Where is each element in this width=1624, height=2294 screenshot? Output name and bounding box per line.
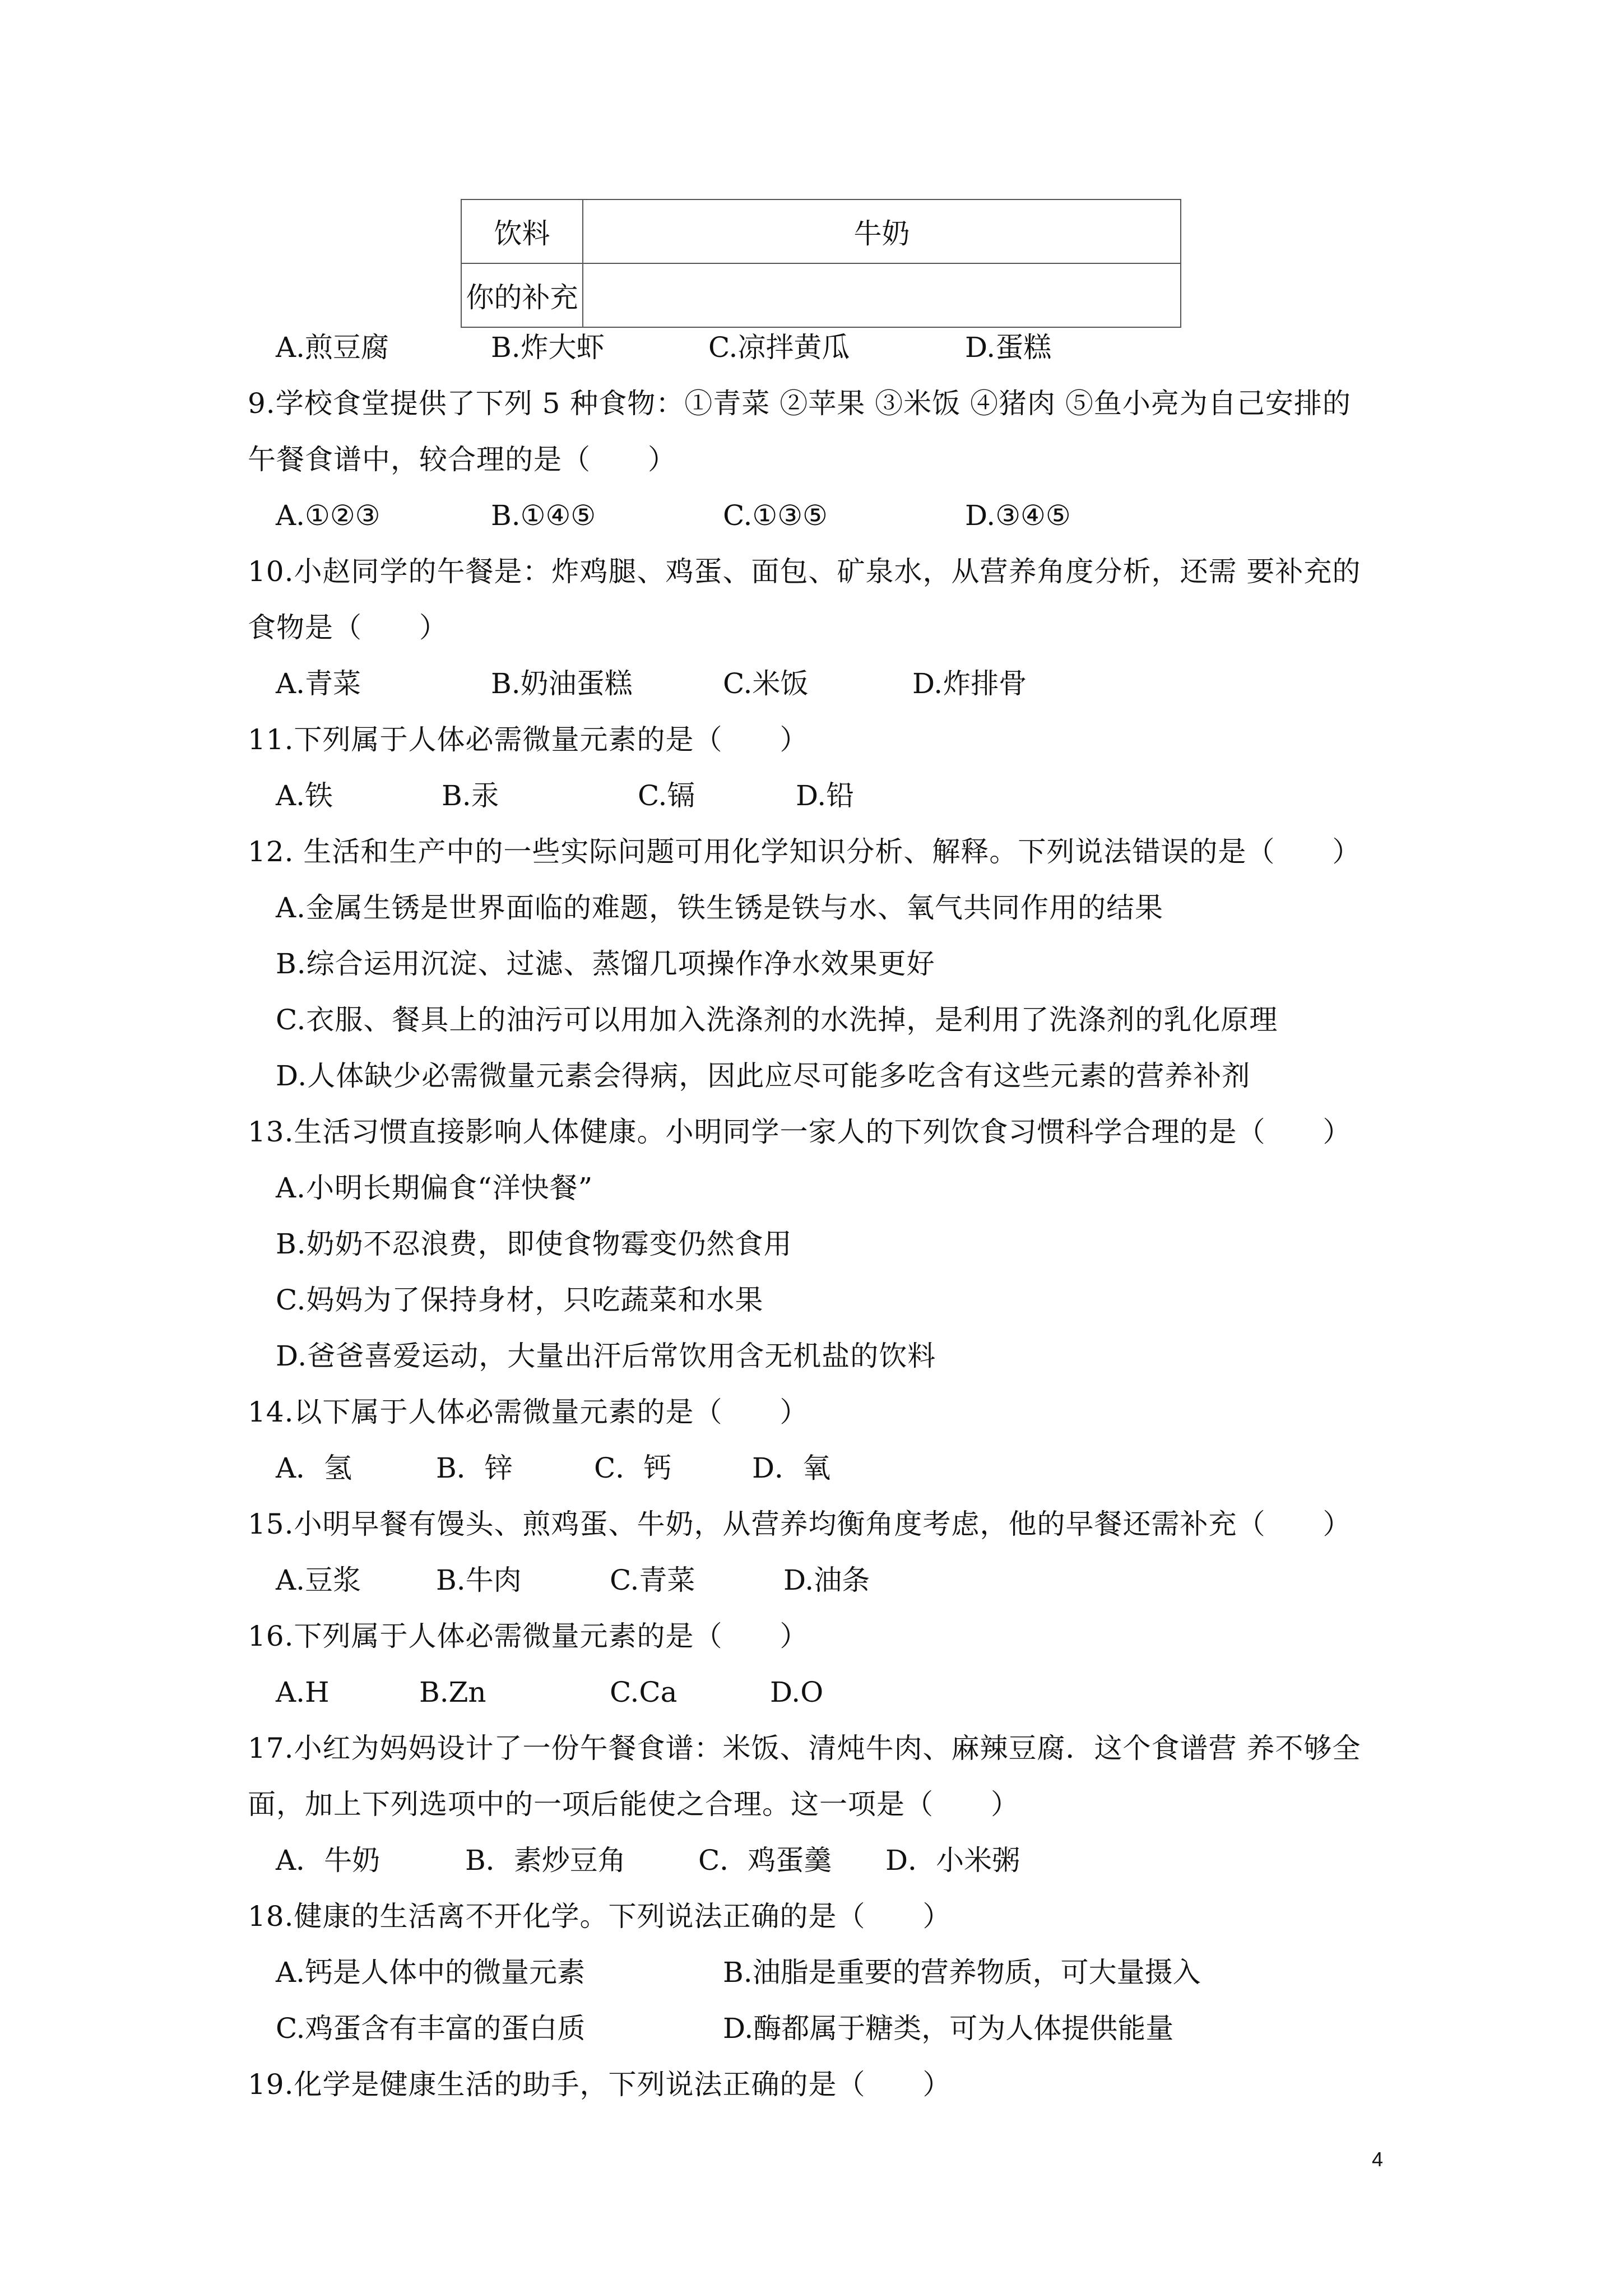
q11-option-a: A.铁 [276,779,333,812]
q8-option-a: A.煎豆腐 [276,331,389,364]
q18-stem: 18.健康的生活离不开化学。下列说法正确的是（ ） [248,1900,952,1933]
q14-stem: 14.以下属于人体必需微量元素的是（ ） [248,1396,809,1428]
q13-option-b: B.奶奶不忍浪费，即使食物霉变仍然食用 [276,1228,792,1260]
q16-option-c: C.Ca [610,1676,678,1708]
q9-option-a: A.①②③ [276,499,381,532]
q9-stem: 9.学校食堂提供了下列 5 种食物：①青菜 ②苹果 ③米饭 ④猪肉 ⑤鱼小亮为自己安排的 [248,387,1351,420]
q17-stem: 17.小红为妈妈设计了一份午餐食谱：米饭、清炖牛肉、麻辣豆腐．这个食谱营 养不够全 [248,1732,1361,1764]
q18-option-b: B.油脂是重要的营养物质，可大量摄入 [723,1956,1201,1989]
q16-option-a: A.H [276,1676,330,1708]
q12-option-b: B.综合运用沉淀、过滤、蒸馏几项操作净水效果更好 [276,948,935,980]
table-cell-label: 你的补充 [461,263,583,327]
q9-stem-cont: 午餐食谱中，较合理的是（ ） [248,443,676,476]
q10-option-b: B.奶油蛋糕 [491,667,633,700]
q11-stem: 11.下列属于人体必需微量元素的是（ ） [248,723,809,756]
q11-option-d: D.铅 [796,779,855,812]
q15-option-d: D.油条 [783,1564,870,1596]
q10-option-d: D.炸排骨 [912,667,1027,700]
q17-stem-cont: 面，加上下列选项中的一项后能使之合理。这一项是（ ） [248,1788,1019,1821]
q15-option-a: A.豆浆 [276,1564,361,1596]
table-row [461,199,1181,263]
q18-option-c: C.鸡蛋含有丰富的蛋白质 [276,2012,586,2045]
q16-stem: 16.下列属于人体必需微量元素的是（ ） [248,1620,809,1652]
q12-option-a: A.金属生锈是世界面临的难题，铁生锈是铁与水、氧气共同作用的结果 [276,891,1164,924]
q14-option-b: B．锌 [436,1452,513,1484]
q15-option-b: B.牛肉 [436,1564,522,1596]
page-number: 4 [1372,2148,1384,2171]
q16-option-b: B.Zn [419,1676,486,1708]
q18-option-a: A.钙是人体中的微量元素 [276,1956,586,1989]
q17-option-a: A．牛奶 [276,1844,381,1877]
q13-option-c: C.妈妈为了保持身材，只吃蔬菜和水果 [276,1284,764,1316]
q19-stem: 19.化学是健康生活的助手，下列说法正确的是（ ） [248,2068,952,2101]
table-cell-value [583,263,1181,327]
q9-option-b: B.①④⑤ [491,499,596,532]
q11-option-b: B.汞 [442,779,499,812]
q9-option-c: C.①③⑤ [723,499,828,532]
q18-option-d: D.酶都属于糖类，可为人体提供能量 [723,2012,1174,2045]
table-cell-value: 牛奶 [583,199,1181,263]
q8-option-b: B.炸大虾 [491,331,605,364]
q9-option-d: D.③④⑤ [965,499,1071,532]
q16-option-d: D.O [770,1676,824,1708]
q15-option-c: C.青菜 [610,1564,695,1596]
q8-option-d: D.蛋糕 [965,331,1052,364]
q17-option-b: B．素炒豆角 [465,1844,626,1877]
q14-option-d: D．氧 [752,1452,831,1484]
q14-option-a: A．氢 [276,1452,352,1484]
q12-option-d: D.人体缺少必需微量元素会得病，因此应尽可能多吃含有这些元素的营养补剂 [276,1060,1251,1092]
table-row [461,263,1181,327]
q12-stem: 12. 生活和生产中的一些实际问题可用化学知识分析、解释。下列说法错误的是（ ） [248,835,1361,868]
table-cell-label: 饮料 [461,199,583,263]
q10-stem-cont: 食物是（ ） [248,611,448,644]
q14-option-c: C．钙 [594,1452,672,1484]
q13-stem: 13.生活习惯直接影响人体健康。小明同学一家人的下列饮食习惯科学合理的是（ ） [248,1116,1352,1148]
q12-option-c: C.衣服、餐具上的油污可以用加入洗涤剂的水洗掉，是利用了洗涤剂的乳化原理 [276,1004,1278,1036]
q13-option-d: D.爸爸喜爱运动，大量出汗后常饮用含无机盐的饮料 [276,1340,936,1372]
q10-stem: 10.小赵同学的午餐是：炸鸡腿、鸡蛋、面包、矿泉水，从营养角度分析，还需 要补充的 [248,555,1361,588]
q11-option-c: C.镉 [638,779,695,812]
q17-option-c: C．鸡蛋羹 [698,1844,832,1877]
q15-stem: 15.小明早餐有馒头、煎鸡蛋、牛奶，从营养均衡角度考虑，他的早餐还需补充（ ） [248,1508,1352,1540]
q10-option-a: A.青菜 [276,667,361,700]
diet-table [461,199,1181,328]
q17-option-d: D．小米粥 [885,1844,1020,1877]
q8-option-c: C.凉拌黄瓜 [708,331,850,364]
q13-option-a: A.小明长期偏食“洋快餐” [276,1172,593,1204]
q10-option-c: C.米饭 [723,667,809,700]
